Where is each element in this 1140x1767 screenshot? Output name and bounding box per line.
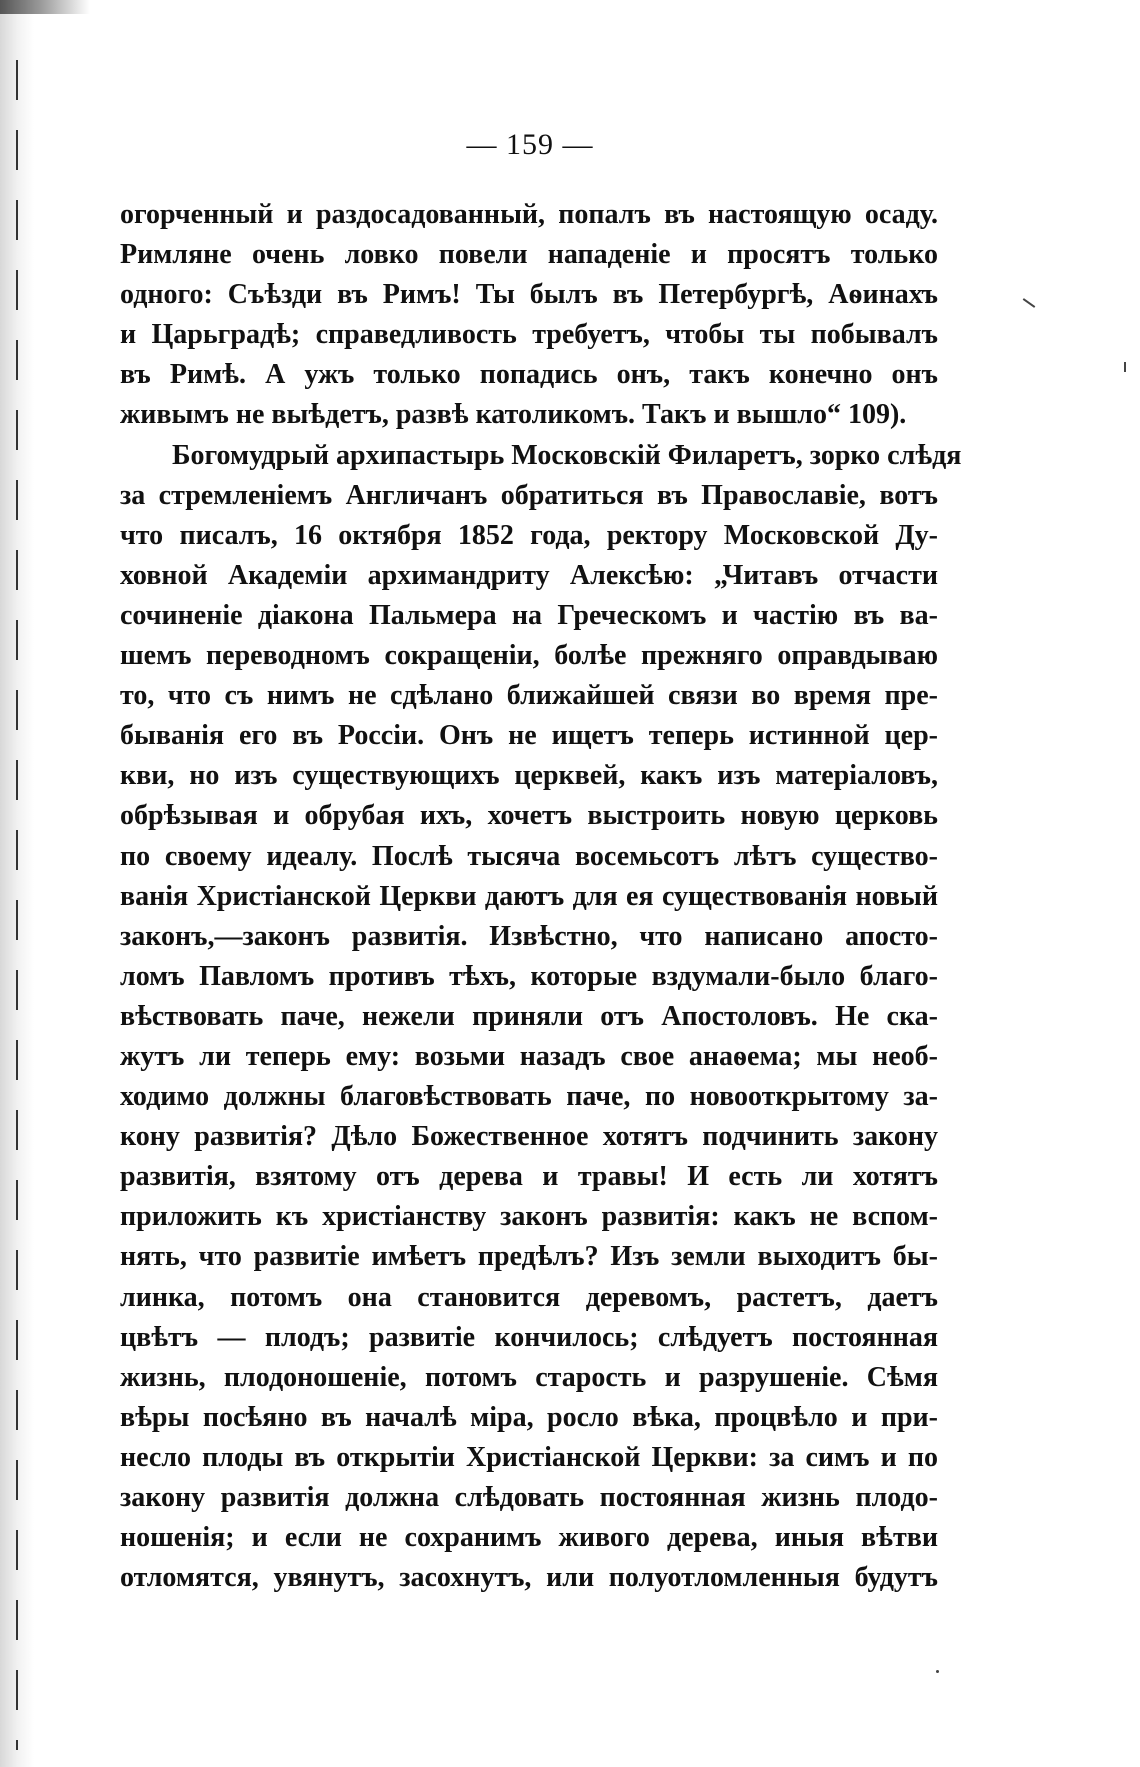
text-line: то, что съ нимъ не сдѣлано ближайшей связи во время пре- (120, 680, 938, 712)
text-line: ношенiя; и если не сохранимъ живого дерева, иныя вѣтви (120, 1522, 938, 1554)
text-line: огорченный и раздосадованный, попалъ въ настоящую осаду. (120, 199, 938, 230)
scan-speck (1124, 362, 1126, 372)
text-line: Римляне очень ловко повели нападенiе и просятъ только (120, 239, 938, 271)
text-line: сочиненiе дiакона Пальмера на Греческомъ и частiю въ ва- (120, 599, 938, 631)
text-line: что писалъ, 16 октября 1852 года, ректору Московской Ду- (120, 519, 938, 551)
text-line: цвѣтъ — плодъ; развитiе кончилось; слѣдуетъ постоянная (120, 1321, 938, 1353)
text-line: и Царьградѣ; справедливость требуетъ, чтобы ты побывалъ (120, 319, 938, 351)
text-line: живымъ не выѣдетъ, развѣ католикомъ. Такъ и вышло“ 109). (120, 399, 907, 431)
text-line: обрѣзывая и обрубая ихъ, хочетъ выстроить новую церковь (120, 800, 938, 832)
text-line: ванiя Христiанской Церкви даютъ для ея существованiя новый (120, 880, 938, 912)
text-line: ховной Академiи архимандриту Алексѣю: „Читавъ отчасти (120, 559, 938, 591)
text-line: по своему идеалу. Послѣ тысяча восемьсотъ лѣтъ существо- (120, 840, 938, 872)
text-line: шемъ переводномъ сокращенiи, болѣе прежняго оправдываю (120, 640, 938, 672)
text-line: въ Римѣ. А ужъ только попадись онъ, такъ конечно онъ (120, 359, 938, 391)
text-line: быванiя его въ Россiи. Онъ не ищетъ теперь истинной цер- (120, 720, 938, 752)
text-line: линка, потомъ она становится деревомъ, растетъ, даетъ (120, 1281, 938, 1313)
text-line: жизнь, плодоношенiе, потомъ старость и разрушенiе. Сѣмя (120, 1361, 938, 1393)
text-line: кону развитiя? Дѣло Божественное хотятъ подчинить закону (120, 1121, 938, 1153)
text-line: ходимо должны благовѣствовать паче, по новооткрытому за- (120, 1081, 938, 1113)
text-line: отломятся, увянутъ, засохнутъ, или полуотломленныя будутъ (120, 1562, 938, 1594)
scan-corner-shadow (0, 0, 90, 14)
binding-edge-line (16, 60, 18, 1750)
text-line: закону развитiя должна слѣдовать постоянная жизнь плодо- (120, 1482, 938, 1513)
text-line: ломъ Павломъ противъ тѣхъ, которые вздумали-было благо- (120, 960, 938, 992)
text-line: развитiя, взятому отъ дерева и травы! И есть ли хотятъ (120, 1161, 938, 1193)
scan-speck (1023, 298, 1036, 308)
text-line: за стремленiемъ Англичанъ обратиться въ Православiе, вотъ (120, 479, 938, 511)
text-line: приложить къ христiанству законъ развитiя: какъ не вспом- (120, 1201, 938, 1233)
text-line: жутъ ли теперь ему: возьми назадъ свое анаѳема; мы необ- (120, 1040, 938, 1072)
page-number: — 159 — (466, 128, 594, 161)
text-line: вѣры посѣяно въ началѣ мiра, росло вѣка, процвѣло и при- (120, 1401, 938, 1433)
text-line: нять, что развитiе имѣетъ предѣлъ? Изъ земли выходитъ бы- (120, 1241, 938, 1273)
text-line: законъ,—законъ развитiя. Извѣстно, что написано апосто- (120, 920, 938, 952)
text-line: одного: Съѣзди въ Римъ! Ты былъ въ Петербургѣ, Аѳинахъ (120, 279, 938, 311)
scan-speck (936, 1670, 939, 1673)
body-text (120, 195, 962, 1598)
text-line: несло плоды въ открытiи Христiанской Церкви: за симъ и по (120, 1441, 938, 1473)
text-line: вѣствовать паче, нежели приняли отъ Апостоловъ. Не ска- (120, 1000, 938, 1032)
text-line: кви, но изъ существующихъ церквей, какъ изъ матерiаловъ, (120, 760, 938, 792)
text-line: Богомудрый архипастырь Московскiй Филаретъ, зорко слѣдя (172, 439, 962, 471)
